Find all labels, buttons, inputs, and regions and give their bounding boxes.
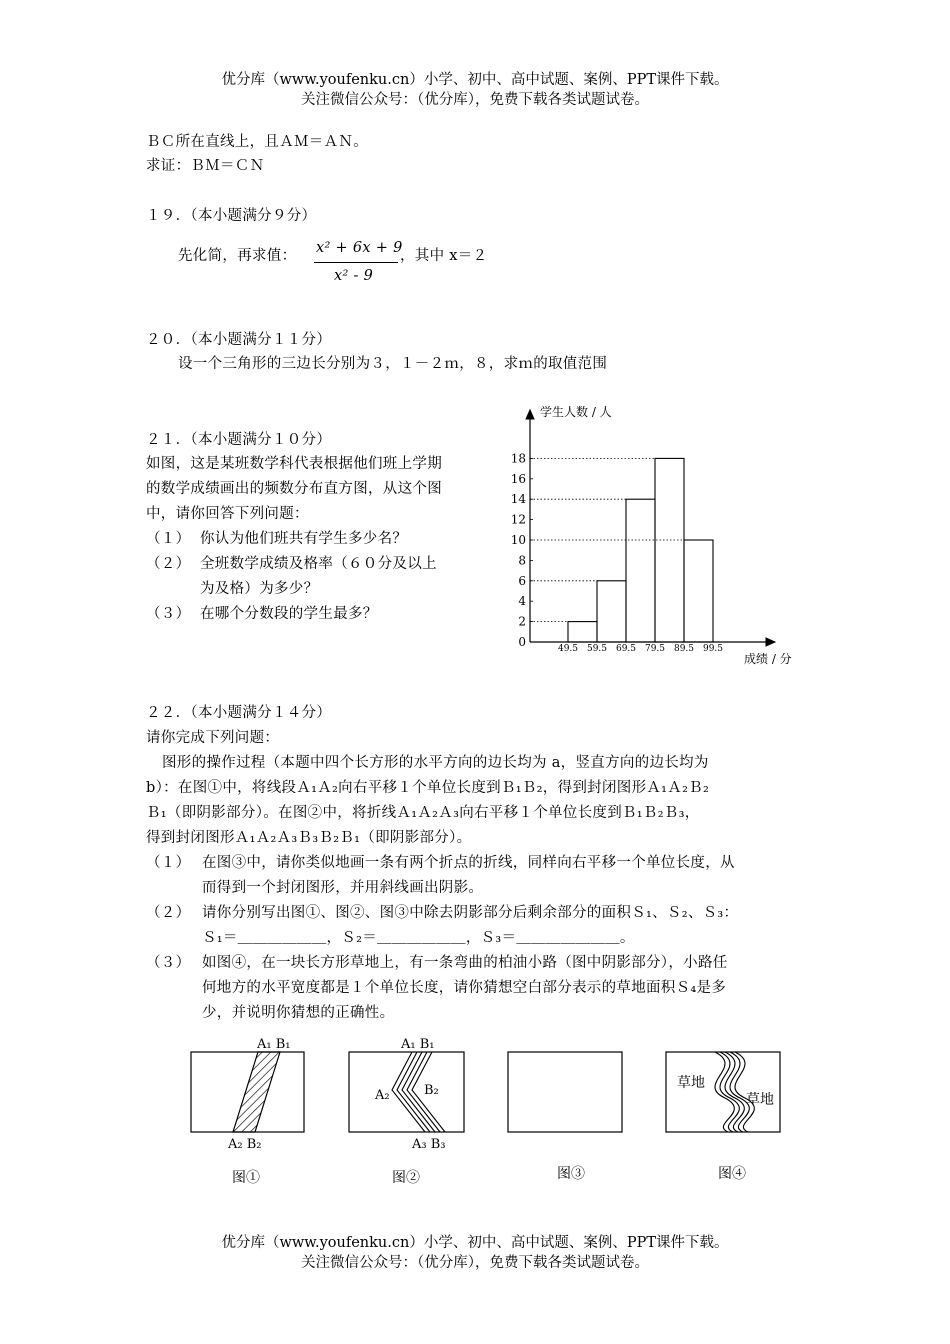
q21-item-3-num: （３）	[146, 606, 191, 622]
y-tick-label: 18	[510, 451, 526, 466]
q22-item-3-c: 少，并说明你猜想的正确性。	[202, 1005, 395, 1021]
figure-2-label-b2: B₂	[424, 1083, 439, 1098]
figure-4-grass-right: 草地	[746, 1092, 774, 1108]
q19-denominator: x² - 9	[334, 268, 374, 284]
histogram-bar	[626, 499, 655, 642]
figure-2	[349, 1037, 464, 1186]
y-tick-label: 8	[518, 553, 526, 568]
q20-text: 设一个三角形的三边长分别为３，１－２ｍ，８，求ｍ的取值范围	[178, 356, 608, 372]
q22-item-1-a: 在图③中，请你类似地画一条有两个折点的折线，同样向右平移一个单位长度，从	[202, 855, 735, 871]
q22-title: ２２．（本小题满分１４分）	[146, 705, 332, 721]
figure-1-caption: 图①	[232, 1170, 260, 1186]
q19-prompt: 先化简，再求值：	[178, 248, 297, 264]
q19-numerator: x² + 6x + 9	[316, 240, 403, 256]
x-tick-label: 49.5	[557, 644, 579, 654]
figure-4-grass-left: 草地	[677, 1075, 705, 1091]
q21-intro-1: 如图，这是某班数学科代表根据他们班上学期	[146, 456, 442, 472]
figure-4-caption: 图④	[718, 1166, 746, 1182]
x-tick-label: 89.5	[673, 644, 695, 654]
histogram-bar	[684, 540, 713, 642]
q22-figures	[180, 1032, 820, 1192]
q22-intro: 请你完成下列问题：	[146, 730, 280, 746]
header-line-2: 关注微信公众号：（优分库），免费下载各类试题试卷。	[301, 92, 649, 108]
y-tick-label: 12	[510, 512, 526, 527]
histogram-bar	[568, 622, 597, 642]
y-tick-label: 6	[518, 573, 526, 588]
y-tick-label: 0	[518, 635, 526, 649]
y-tick-label: 14	[510, 492, 526, 507]
figure-1-shaded-strip	[233, 1052, 280, 1132]
q22-item-2-num: （２）	[146, 905, 191, 921]
y-tick-label: 10	[510, 533, 526, 547]
y-axis-label: 学生人数 / 人	[540, 405, 612, 419]
q18-line-2: 求证：ＢＭ＝ＣＮ	[146, 158, 265, 174]
footer-line-2: 关注微信公众号：（优分库），免费下载各类试题试卷。	[301, 1255, 649, 1271]
figure-2-label-a2: A₂	[375, 1088, 390, 1103]
q21-item-2-cont: 为及格）为多少？	[200, 581, 319, 597]
figure-2-label-a3b3: A₃ B₃	[412, 1137, 446, 1152]
q20-title: ２０．（本小题满分１１分）	[146, 332, 332, 348]
q21-item-2-text: 全班数学成绩及格率（６０分及以上	[200, 556, 437, 572]
figure-2-label-a1b1: A₁ B₁	[401, 1037, 435, 1052]
figure-4	[666, 1052, 780, 1182]
q22-item-3-b: 何地方的水平宽度都是１个单位长度，请你猜想空白部分表示的草地面积Ｓ₄是多	[202, 980, 727, 996]
x-tick-label: 79.5	[644, 644, 666, 654]
figure-1-label-a1b1: A₁ B₁	[257, 1037, 291, 1052]
q22-para-2: b）：在图①中，将线段Ａ₁Ａ₂向右平移１个单位长度到Ｂ₁Ｂ₂，得到封闭图形Ａ₁Ａ₂Ｂ₂	[146, 780, 710, 796]
q22-item-2-a: 请你分别写出图①、图②、图③中除去阴影部分后剩余部分的面积Ｓ₁、Ｓ₂、Ｓ₃：	[202, 905, 739, 921]
figure-3	[508, 1052, 622, 1182]
q19-title: １９．（本小题满分９分）	[146, 208, 317, 224]
q21-item-1-text: 你认为他们班共有学生多少名？	[200, 531, 408, 547]
q21-intro-3: 中，请你回答下列问题：	[146, 506, 309, 522]
figure-1	[191, 1037, 304, 1186]
q21-item-3-text: 在哪个分数段的学生最多？	[200, 606, 378, 622]
y-tick-label: 4	[518, 594, 526, 609]
q22-para-3: Ｂ₁（即阴影部分）。在图②中，将折线Ａ₁Ａ₂Ａ₃向右平移１个单位长度到Ｂ₁Ｂ₂Ｂ₃，	[146, 805, 700, 821]
histogram-bar	[597, 581, 626, 642]
q22-item-2-b: Ｓ₁＝＿＿＿＿＿＿，Ｓ₂＝＿＿＿＿＿＿，Ｓ₃＝＿＿＿＿＿＿＿。	[202, 930, 635, 946]
footer-line-1: 优分库（www.youfenku.cn）小学、初中、高中试题、案例、PPT课件下载。	[221, 1235, 729, 1251]
q19-fraction-bar	[314, 262, 398, 263]
q22-item-3-a: 如图④，在一块长方形草地上，有一条弯曲的柏油小路（图中阴影部分），小路任	[202, 955, 728, 971]
q21-item-2-num: （２）	[146, 556, 191, 572]
q18-line-1: ＢＣ所在直线上，且ＡＭ＝ＡＮ。	[146, 134, 368, 150]
figure-2-caption: 图②	[392, 1170, 420, 1186]
histogram-bar	[655, 458, 684, 642]
q22-para-1: 图形的操作过程（本题中四个长方形的水平方向的边长均为 a，竖直方向的边长均为	[162, 755, 709, 771]
q21-intro-2: 的数学成绩画出的频数分布直方图，从这个图	[146, 481, 442, 497]
header-line-1: 优分库（www.youfenku.cn）小学、初中、高中试题、案例、PPT课件下载。	[221, 72, 729, 88]
q21-item-1-num: （１）	[146, 531, 191, 547]
q19-tail: ，其中 x＝２	[400, 248, 488, 264]
frequency-histogram	[500, 398, 820, 673]
q21-title: ２１．（本小题满分１０分）	[146, 432, 332, 448]
q22-item-3-num: （３）	[146, 955, 191, 971]
x-tick-label: 59.5	[586, 644, 608, 654]
y-tick-label: 2	[518, 614, 526, 629]
figure-1-label-a2b2: A₂ B₂	[228, 1137, 262, 1152]
x-tick-label: 99.5	[702, 644, 724, 654]
q22-item-1-num: （１）	[146, 855, 191, 871]
q22-item-1-b: 而得到一个封闭图形，并用斜线画出阴影。	[202, 880, 484, 896]
figure-3-caption: 图③	[557, 1166, 585, 1182]
x-tick-label: 69.5	[615, 644, 637, 654]
x-axis-label: 成绩 / 分	[744, 652, 792, 666]
y-tick-label: 16	[510, 471, 526, 486]
q22-para-4: 得到封闭图形Ａ₁Ａ₂Ａ₃Ｂ₃Ｂ₂Ｂ₁（即阴影部分）。	[146, 830, 472, 846]
